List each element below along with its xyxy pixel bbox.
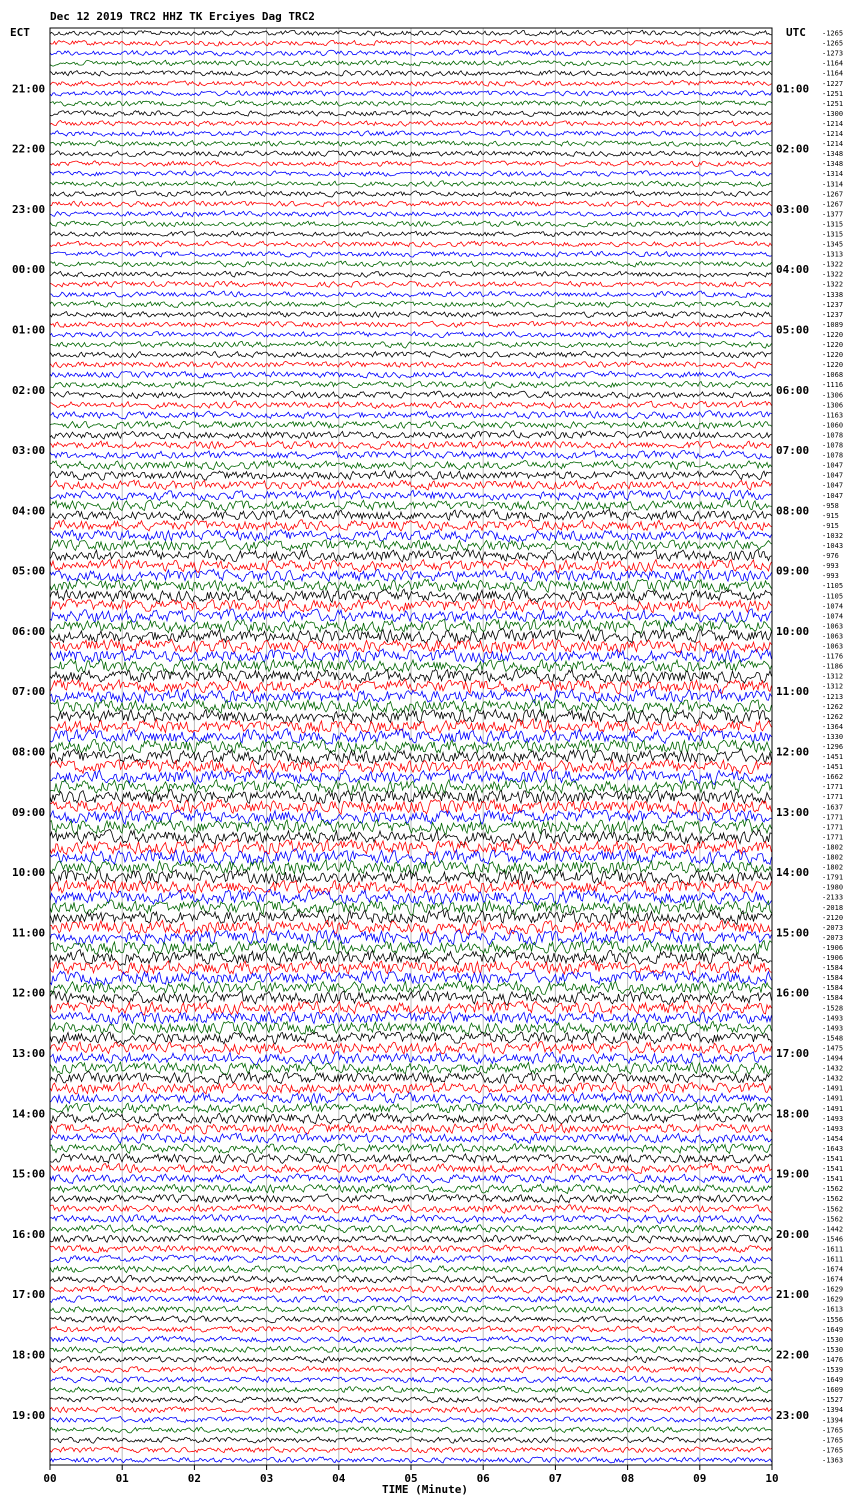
- trace-offset-label: -1364: [822, 722, 844, 731]
- trace-offset-label: -2073: [822, 933, 844, 942]
- trace-offset-label: -1214: [822, 130, 844, 139]
- x-tick-label: 10: [765, 1472, 779, 1485]
- left-hour-label: 04:00: [12, 504, 46, 518]
- right-hour-label: 10:00: [776, 624, 810, 638]
- trace-offset-label: -1629: [822, 1295, 844, 1304]
- trace-offset-label: -1802: [822, 863, 844, 872]
- trace-offset-label: -1047: [822, 481, 844, 490]
- trace-offset-label: -1771: [822, 813, 844, 822]
- right-hour-label: 06:00: [776, 383, 810, 397]
- right-hour-label: 14:00: [776, 866, 810, 880]
- trace-offset-label: -1906: [822, 954, 844, 963]
- trace-offset-label: -1765: [822, 1446, 844, 1455]
- trace-offset-label: -1451: [822, 753, 844, 762]
- trace-offset-label: -1363: [822, 1456, 844, 1465]
- trace-offset-label: -1074: [822, 602, 844, 611]
- left-hour-label: 02:00: [12, 383, 46, 397]
- trace-offset-label: -1300: [822, 109, 844, 118]
- trace-offset-label: -1377: [822, 210, 844, 219]
- trace-offset-label: -1530: [822, 1335, 844, 1344]
- trace-offset-label: -1541: [822, 1165, 844, 1174]
- x-tick-label: 09: [693, 1472, 707, 1485]
- trace-offset-label: -1313: [822, 250, 844, 259]
- trace-offset-label: -915: [822, 521, 839, 530]
- trace-offset-label: -1237: [822, 310, 844, 319]
- right-hour-label: 09:00: [776, 564, 810, 578]
- trace-offset-label: -1528: [822, 1004, 844, 1013]
- x-axis-label: TIME (Minute): [381, 1483, 469, 1496]
- left-hour-label: 09:00: [12, 805, 46, 819]
- trace-offset-label: -1330: [822, 732, 844, 741]
- trace-offset-label: -1322: [822, 260, 844, 269]
- right-hour-label: 08:00: [776, 504, 810, 518]
- trace-offset-label: -1314: [822, 170, 844, 179]
- trace-offset-label: -1251: [822, 89, 844, 98]
- trace-offset-label: -1771: [822, 783, 844, 792]
- trace-offset-label: -1491: [822, 1084, 844, 1093]
- trace-offset-label: -1262: [822, 712, 844, 721]
- trace-offset-label: -1068: [822, 371, 844, 380]
- trace-offset-label: -1394: [822, 1416, 844, 1425]
- x-axis-ticks: [43, 1465, 778, 1485]
- left-hour-label: 06:00: [12, 624, 46, 638]
- trace-offset-label: -1527: [822, 1396, 844, 1405]
- trace-offset-label: -1771: [822, 833, 844, 842]
- trace-offset-label: -993: [822, 562, 839, 571]
- trace-offset-label: -1584: [822, 984, 844, 993]
- right-hour-label: 07:00: [776, 444, 810, 458]
- trace-offset-label: -1432: [822, 1074, 844, 1083]
- right-hour-label: 19:00: [776, 1167, 810, 1181]
- trace-offset-label: -1637: [822, 803, 844, 812]
- trace-offset-label: -1491: [822, 1104, 844, 1113]
- trace-offset-label: -1475: [822, 1044, 844, 1053]
- trace-offset-label: -1530: [822, 1345, 844, 1354]
- left-hour-label: 03:00: [12, 444, 46, 458]
- trace-offset-label: -1237: [822, 300, 844, 309]
- trace-offset-label: -958: [822, 501, 839, 510]
- right-timezone-label: UTC: [786, 26, 806, 39]
- left-hour-label: 23:00: [12, 202, 46, 216]
- trace-offset-label: -1674: [822, 1265, 844, 1274]
- trace-offset-label: -1454: [822, 1134, 844, 1143]
- trace-offset-label: -1315: [822, 230, 844, 239]
- trace-offset-label: -1312: [822, 682, 844, 691]
- trace-offset-label: -1643: [822, 1144, 844, 1153]
- left-hour-label: 10:00: [12, 866, 46, 880]
- right-hour-label: 13:00: [776, 805, 810, 819]
- trace-offset-label: -1765: [822, 1436, 844, 1445]
- trace-offset-label: -1322: [822, 280, 844, 289]
- left-hour-label: 11:00: [12, 926, 46, 940]
- trace-offset-label: -1546: [822, 1235, 844, 1244]
- trace-offset-label: -1584: [822, 974, 844, 983]
- trace-offset-label: -1662: [822, 773, 844, 782]
- right-hour-label: 17:00: [776, 1046, 810, 1060]
- trace-offset-label: -1493: [822, 1124, 844, 1133]
- trace-offset-label: -1262: [822, 702, 844, 711]
- left-hour-label: 12:00: [12, 986, 46, 1000]
- trace-offset-label: -1771: [822, 793, 844, 802]
- trace-offset-label: -1220: [822, 361, 844, 370]
- trace-offset-label: -1265: [822, 39, 844, 48]
- trace-offset-label: -1273: [822, 49, 844, 58]
- trace-offset-label: -1315: [822, 220, 844, 229]
- trace-offset-label: -1765: [822, 1426, 844, 1435]
- trace-offset-label: -1227: [822, 79, 844, 88]
- trace-offset-label: -1348: [822, 150, 844, 159]
- trace-offset-label: -1116: [822, 381, 844, 390]
- trace-offset-label: -1032: [822, 531, 844, 540]
- right-hour-label: 05:00: [776, 323, 810, 337]
- trace-offset-label: -1074: [822, 612, 844, 621]
- trace-offset-label: -1611: [822, 1255, 844, 1264]
- trace-offset-label: -1078: [822, 431, 844, 440]
- trace-offset-label: -1611: [822, 1245, 844, 1254]
- left-hour-label: 00:00: [12, 263, 46, 277]
- x-tick-label: 01: [115, 1472, 129, 1485]
- trace-offset-label: -1493: [822, 1114, 844, 1123]
- right-hour-label: 03:00: [776, 202, 810, 216]
- trace-offset-label: -1060: [822, 421, 844, 430]
- trace-offset-label: -1562: [822, 1195, 844, 1204]
- trace-offset-label: -993: [822, 572, 839, 581]
- trace-offset-label: -1771: [822, 823, 844, 832]
- trace-offset-label: -1047: [822, 461, 844, 470]
- right-hour-label: 22:00: [776, 1348, 810, 1362]
- x-tick-label: 03: [259, 1472, 274, 1485]
- trace-offset-label: -1493: [822, 1024, 844, 1033]
- left-hour-label: 14:00: [12, 1107, 46, 1121]
- left-hour-label: 16:00: [12, 1227, 46, 1241]
- right-hour-label: 12:00: [776, 745, 810, 759]
- trace-offset-label: -915: [822, 511, 839, 520]
- right-hour-label: 16:00: [776, 986, 810, 1000]
- trace-offset-label: -1649: [822, 1376, 844, 1385]
- left-hour-label: 13:00: [12, 1046, 46, 1060]
- trace-offset-label: -1043: [822, 542, 844, 551]
- trace-offset-label: -1164: [822, 59, 844, 68]
- trace-offset-label: -1314: [822, 180, 844, 189]
- left-hour-label: 15:00: [12, 1167, 46, 1181]
- trace-offset-label: -1186: [822, 662, 844, 671]
- trace-offset-label: -1541: [822, 1155, 844, 1164]
- trace-offset-label: -1629: [822, 1285, 844, 1294]
- right-hour-label: 23:00: [776, 1408, 810, 1422]
- left-hour-label: 01:00: [12, 323, 46, 337]
- trace-offset-label: -1394: [822, 1406, 844, 1415]
- trace-offset-label: -1078: [822, 441, 844, 450]
- trace-offset-label: -1089: [822, 320, 844, 329]
- trace-offset-label: -1338: [822, 290, 844, 299]
- trace-offset-label: -1493: [822, 1014, 844, 1023]
- right-hour-label: 18:00: [776, 1107, 810, 1121]
- trace-offset-label: -1980: [822, 883, 844, 892]
- x-tick-label: 07: [548, 1472, 563, 1485]
- trace-offset-label: -1348: [822, 160, 844, 169]
- trace-offset-label: -1063: [822, 622, 844, 631]
- trace-offset-label: -1265: [822, 29, 844, 38]
- trace-offset-label: -1213: [822, 692, 844, 701]
- trace-offset-label: -1584: [822, 994, 844, 1003]
- trace-offset-label: -1105: [822, 582, 844, 591]
- trace-offset-label: -1322: [822, 270, 844, 279]
- trace-offset-label: -1562: [822, 1205, 844, 1214]
- left-hour-labels: [12, 82, 45, 1421]
- right-hour-label: 01:00: [776, 82, 810, 96]
- right-hour-labels: [776, 82, 809, 1421]
- right-hour-label: 11:00: [776, 685, 810, 699]
- trace-offset-label: -1164: [822, 69, 844, 78]
- trace-offset-label: -1802: [822, 843, 844, 852]
- trace-offset-label: -1494: [822, 1054, 844, 1063]
- trace-offset-label: -1251: [822, 99, 844, 108]
- right-hour-label: 20:00: [776, 1227, 810, 1241]
- left-hour-label: 17:00: [12, 1288, 46, 1302]
- trace-offset-label: -1674: [822, 1275, 844, 1284]
- trace-offset-label: -1163: [822, 411, 844, 420]
- trace-offset-label: -1548: [822, 1034, 844, 1043]
- left-timezone-label: ECT: [10, 26, 30, 39]
- trace-offset-label: -1906: [822, 943, 844, 952]
- trace-offset-label: -1476: [822, 1355, 844, 1364]
- trace-offset-label: -2120: [822, 913, 844, 922]
- trace-offset-label: -1562: [822, 1215, 844, 1224]
- left-hour-label: 05:00: [12, 564, 46, 578]
- trace-offset-label: -2133: [822, 893, 844, 902]
- chart-title: Dec 12 2019 TRC2 HHZ TK Erciyes Dag TRC2: [50, 10, 315, 23]
- trace-offset-label: -1047: [822, 491, 844, 500]
- trace-offset-label: -1556: [822, 1315, 844, 1324]
- left-hour-label: 07:00: [12, 685, 46, 699]
- trace-offset-label: -1432: [822, 1064, 844, 1073]
- trace-offset-label: -1306: [822, 391, 844, 400]
- trace-offset-label: -1214: [822, 119, 844, 128]
- trace-offset-label: -1267: [822, 200, 844, 209]
- x-tick-label: 06: [476, 1472, 490, 1485]
- x-tick-label: 00: [43, 1472, 57, 1485]
- trace-offset-label: -1306: [822, 401, 844, 410]
- left-hour-label: 19:00: [12, 1408, 46, 1422]
- trace-offset-label: -1105: [822, 592, 844, 601]
- left-hour-label: 21:00: [12, 82, 46, 96]
- trace-offset-label: -1442: [822, 1225, 844, 1234]
- trace-offset-label: -1609: [822, 1386, 844, 1395]
- trace-offset-label: -1562: [822, 1185, 844, 1194]
- trace-offset-label: -2018: [822, 903, 844, 912]
- right-hour-label: 15:00: [776, 926, 810, 940]
- trace-offset-label: -1791: [822, 873, 844, 882]
- right-hour-label: 21:00: [776, 1288, 810, 1302]
- x-tick-label: 02: [187, 1472, 202, 1485]
- trace-offset-label: -1491: [822, 1094, 844, 1103]
- trace-offset-label: -1176: [822, 652, 844, 661]
- trace-offset-label: -1451: [822, 763, 844, 772]
- x-tick-label: 04: [332, 1472, 346, 1485]
- trace-offset-label: -1539: [822, 1366, 844, 1375]
- trace-offset-label: -2073: [822, 923, 844, 932]
- trace-offset-label: -1312: [822, 672, 844, 681]
- trace-offset-labels: [822, 30, 843, 1465]
- trace-offset-label: -1802: [822, 853, 844, 862]
- trace-offset-label: -1063: [822, 642, 844, 651]
- trace-offset-label: -1078: [822, 451, 844, 460]
- x-tick-label: 05: [404, 1472, 418, 1485]
- right-hour-label: 02:00: [776, 142, 810, 156]
- trace-offset-label: -1267: [822, 190, 844, 199]
- trace-offset-label: -1220: [822, 341, 844, 350]
- trace-offset-label: -1220: [822, 330, 844, 339]
- trace-offset-label: -976: [822, 552, 839, 561]
- right-hour-label: 04:00: [776, 263, 810, 277]
- trace-offset-label: -1541: [822, 1175, 844, 1184]
- trace-offset-label: -1345: [822, 240, 844, 249]
- trace-offset-label: -1584: [822, 964, 844, 973]
- left-hour-label: 22:00: [12, 142, 46, 156]
- trace-offset-label: -1296: [822, 743, 844, 751]
- left-hour-label: 08:00: [12, 745, 46, 759]
- x-tick-label: 08: [620, 1472, 635, 1485]
- left-hour-label: 18:00: [12, 1348, 46, 1362]
- trace-offset-label: -1220: [822, 351, 844, 360]
- trace-offset-label: -1063: [822, 632, 844, 641]
- trace-offset-label: -1214: [822, 140, 844, 149]
- trace-offset-label: -1047: [822, 471, 844, 480]
- trace-offset-label: -1649: [822, 1325, 844, 1334]
- trace-offset-label: -1613: [822, 1305, 844, 1314]
